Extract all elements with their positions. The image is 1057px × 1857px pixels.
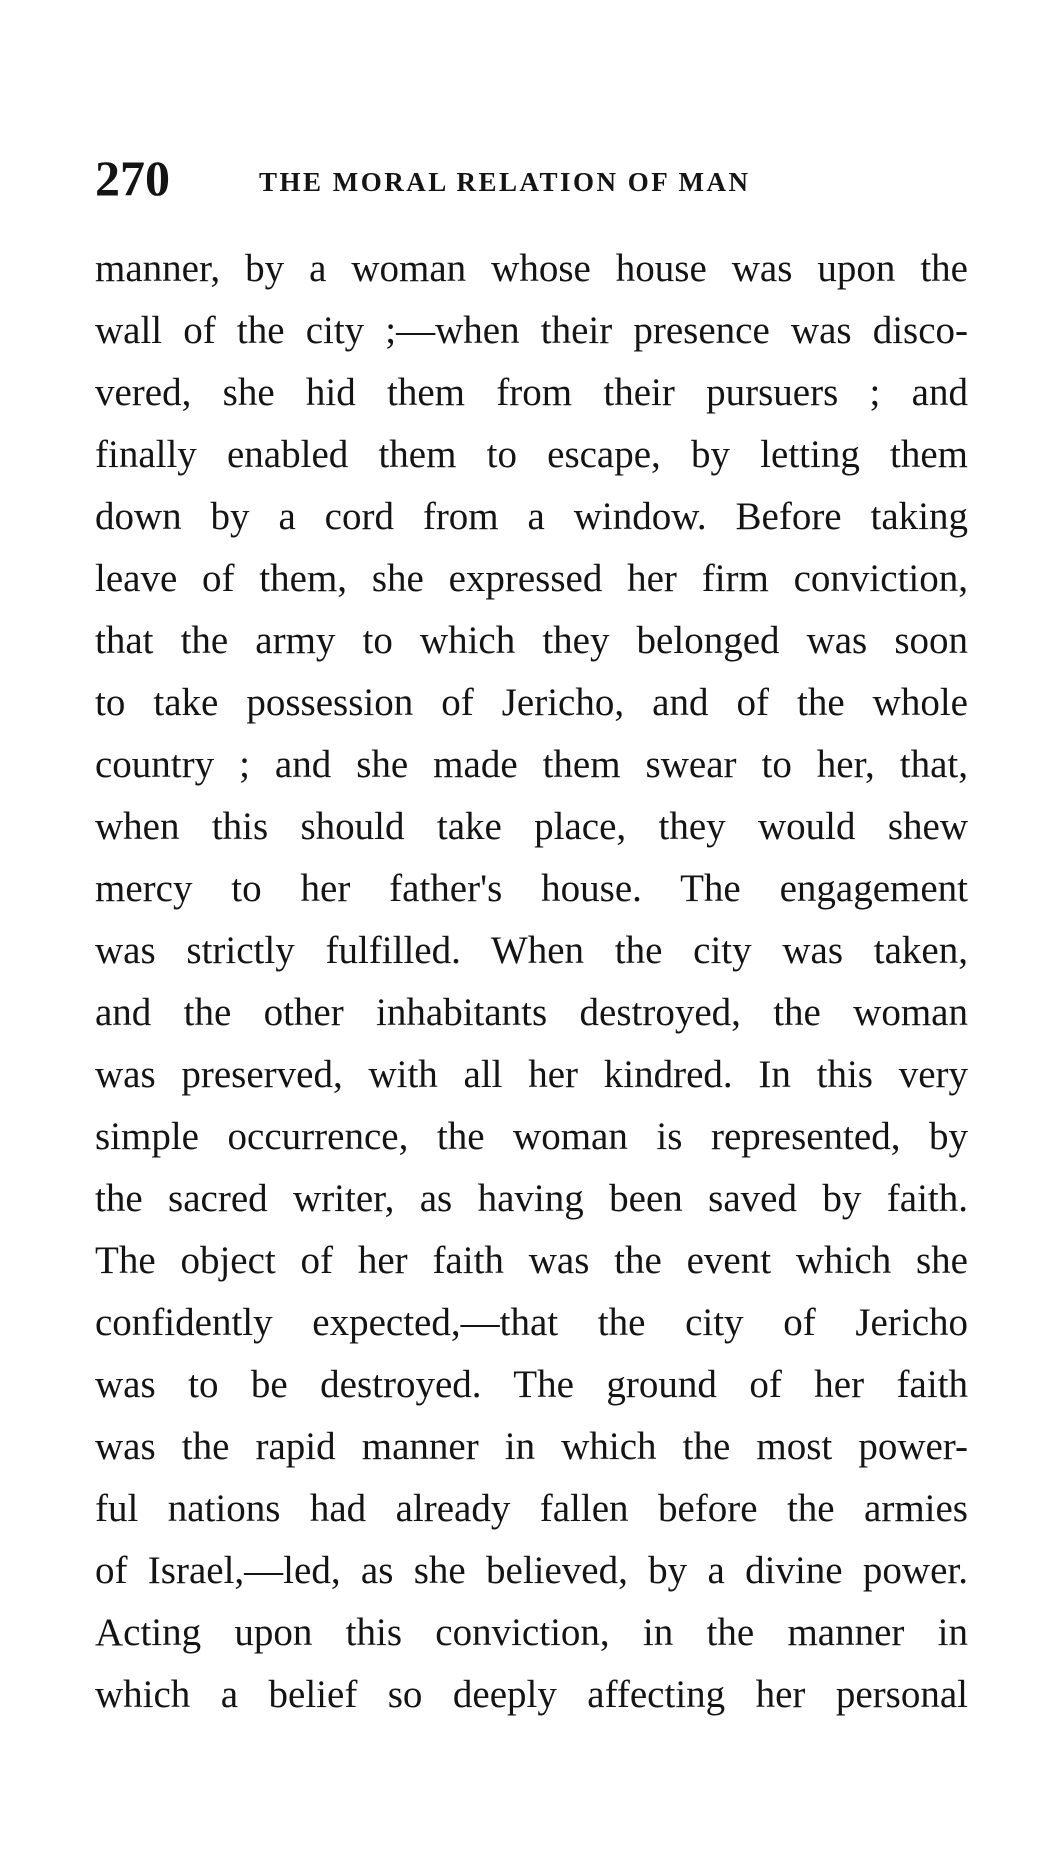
text-line: leave of them, she expressed her firm conviction, xyxy=(95,557,968,600)
text-line: which a belief so deeply affecting her personal xyxy=(95,1673,968,1716)
text-line: manner, by a woman whose house was upon the xyxy=(95,247,968,290)
text-line: Acting upon this conviction, in the manner in xyxy=(95,1611,968,1654)
text-line: country ; and she made them swear to her, that, xyxy=(95,743,968,786)
text-line: mercy to her father's house. The engagement xyxy=(95,867,968,910)
text-line: simple occurrence, the woman is represented, by xyxy=(95,1115,968,1158)
text-line: confidently expected,—that the city of Jericho xyxy=(95,1301,968,1344)
text-line: vered, she hid them from their pursuers ; and xyxy=(95,371,968,414)
text-line: ful nations had already fallen before the armies xyxy=(95,1487,968,1530)
text-line: that the army to which they belonged was soon xyxy=(95,619,968,662)
text-line: finally enabled them to escape, by letting them xyxy=(95,433,968,476)
page-number: 270 xyxy=(95,150,170,206)
text-line: of Israel,—led, as she believed, by a divine power. xyxy=(95,1549,968,1592)
text-line: the sacred writer, as having been saved by faith. xyxy=(95,1177,968,1220)
text-line: and the other inhabitants destroyed, the woman xyxy=(95,991,968,1034)
running-title: THE MORAL RELATION OF MAN xyxy=(259,167,751,197)
text-line: when this should take place, they would shew xyxy=(95,805,968,848)
text-line: wall of the city ;—when their presence was disco- xyxy=(95,309,968,352)
body-text xyxy=(95,238,968,1726)
text-line: to take possession of Jericho, and of the whole xyxy=(95,681,968,724)
text-line: was to be destroyed. The ground of her faith xyxy=(95,1363,968,1406)
text-line: was preserved, with all her kindred. In this very xyxy=(95,1053,968,1096)
text-line: was the rapid manner in which the most power- xyxy=(95,1425,968,1468)
text-line: down by a cord from a window. Before taking xyxy=(95,495,968,538)
text-line: was strictly fulfilled. When the city was taken, xyxy=(95,929,968,972)
running-head xyxy=(95,148,975,218)
text-line: The object of her faith was the event which she xyxy=(95,1239,968,1282)
